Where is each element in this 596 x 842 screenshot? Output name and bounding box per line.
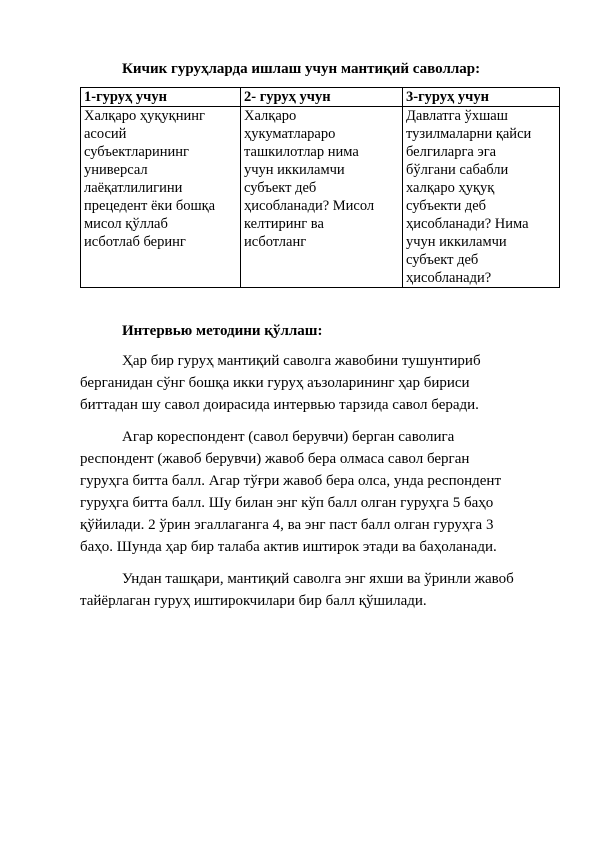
- cell-line: ташкилотлар нима: [244, 144, 359, 160]
- header-group-3: 3-гуруҳ учун: [403, 88, 560, 107]
- cell-line: белгиларга эга: [406, 144, 497, 160]
- cell-group-2-question: [241, 107, 403, 288]
- paragraph-line: баҳо. Шунда ҳар бир талаба актив иштирок этади ва баҳоланади.: [80, 539, 497, 555]
- cell-line: асосий: [84, 126, 127, 142]
- cell-line: исботланг: [244, 234, 307, 250]
- cell-line: учун иккиламчи: [244, 162, 345, 178]
- cell-line: халқаро ҳуқуқ: [406, 180, 495, 196]
- cell-line: прецедент ёки бошқа: [84, 198, 216, 214]
- paragraph-line: гуруҳга битта балл. Шу билан энг кўп балл олган гуруҳга 5 баҳо: [80, 495, 494, 511]
- header-group-2: 2- гуруҳ учун: [241, 88, 403, 107]
- cell-line: бўлгани сабабли: [406, 162, 509, 178]
- paragraph-line: Ҳар бир гуруҳ мантиқий саволга жавобини тушунтириб: [122, 353, 481, 369]
- paragraph-line: респондент (жавоб берувчи) жавоб бера олмаса савол берган: [80, 451, 470, 467]
- paragraph-line: берганидан сўнг бошқа икки гуруҳ аъзоларининг ҳар бириси: [80, 375, 470, 391]
- cell-line: Давлатга ўхшаш: [406, 108, 508, 124]
- paragraph-line: қўйилади. 2 ўрин эгаллаганга 4, ва энг паст балл олган гуруҳга 3: [80, 517, 494, 533]
- cell-line: учун иккиламчи: [406, 234, 507, 250]
- cell-line: тузилмаларни қайси: [406, 126, 532, 142]
- table-header-row: [81, 88, 560, 107]
- paragraph-line: Агар кореспондент (савол берувчи) берган саволига: [122, 429, 455, 445]
- paragraph-line: тайёрлаган гуруҳ иштирокчилари бир балл қўшилади.: [80, 593, 427, 609]
- cell-group-3-question: [403, 107, 560, 288]
- groups-table: [80, 87, 560, 288]
- cell-line: Халқаро ҳуқуқнинг: [84, 108, 205, 124]
- cell-line: келтиринг ва: [244, 216, 324, 232]
- cell-line: Халқаро: [244, 108, 297, 124]
- section-heading-interview-method: Интервью методини қўллаш:: [122, 323, 323, 339]
- paragraph-line: Ундан ташқари, мантиқий саволга энг яхши ва ўринли жавоб: [122, 571, 514, 587]
- cell-line: лаёқатлилигини: [84, 180, 183, 196]
- cell-line: субъекти деб: [406, 198, 487, 214]
- section-heading-logical-questions: Кичик гуруҳларда ишлаш учун мантиқий саволлар:: [122, 61, 481, 77]
- paragraph-line: биттадан шу савол доирасида интервью тарзида савол беради.: [80, 397, 479, 413]
- table-row: [81, 107, 560, 288]
- cell-line: ҳукуматлараро: [244, 126, 336, 142]
- cell-line: мисол қўллаб: [84, 216, 168, 232]
- cell-line: ҳисобланади?: [406, 270, 492, 286]
- cell-group-1-question: [81, 107, 241, 288]
- cell-line: ҳисобланади? Мисол: [244, 198, 375, 214]
- header-group-1: 1-гуруҳ учун: [81, 88, 241, 107]
- cell-line: субъект деб: [244, 180, 317, 196]
- paragraph-line: гуруҳга битта балл. Агар тўғри жавоб бера олса, унда респондент: [80, 473, 501, 489]
- cell-line: универсал: [84, 162, 148, 178]
- cell-line: исботлаб беринг: [84, 234, 186, 250]
- cell-line: субъект деб: [406, 252, 479, 268]
- cell-line: ҳисобланади? Нима: [406, 216, 529, 232]
- cell-line: субъектларининг: [84, 144, 189, 160]
